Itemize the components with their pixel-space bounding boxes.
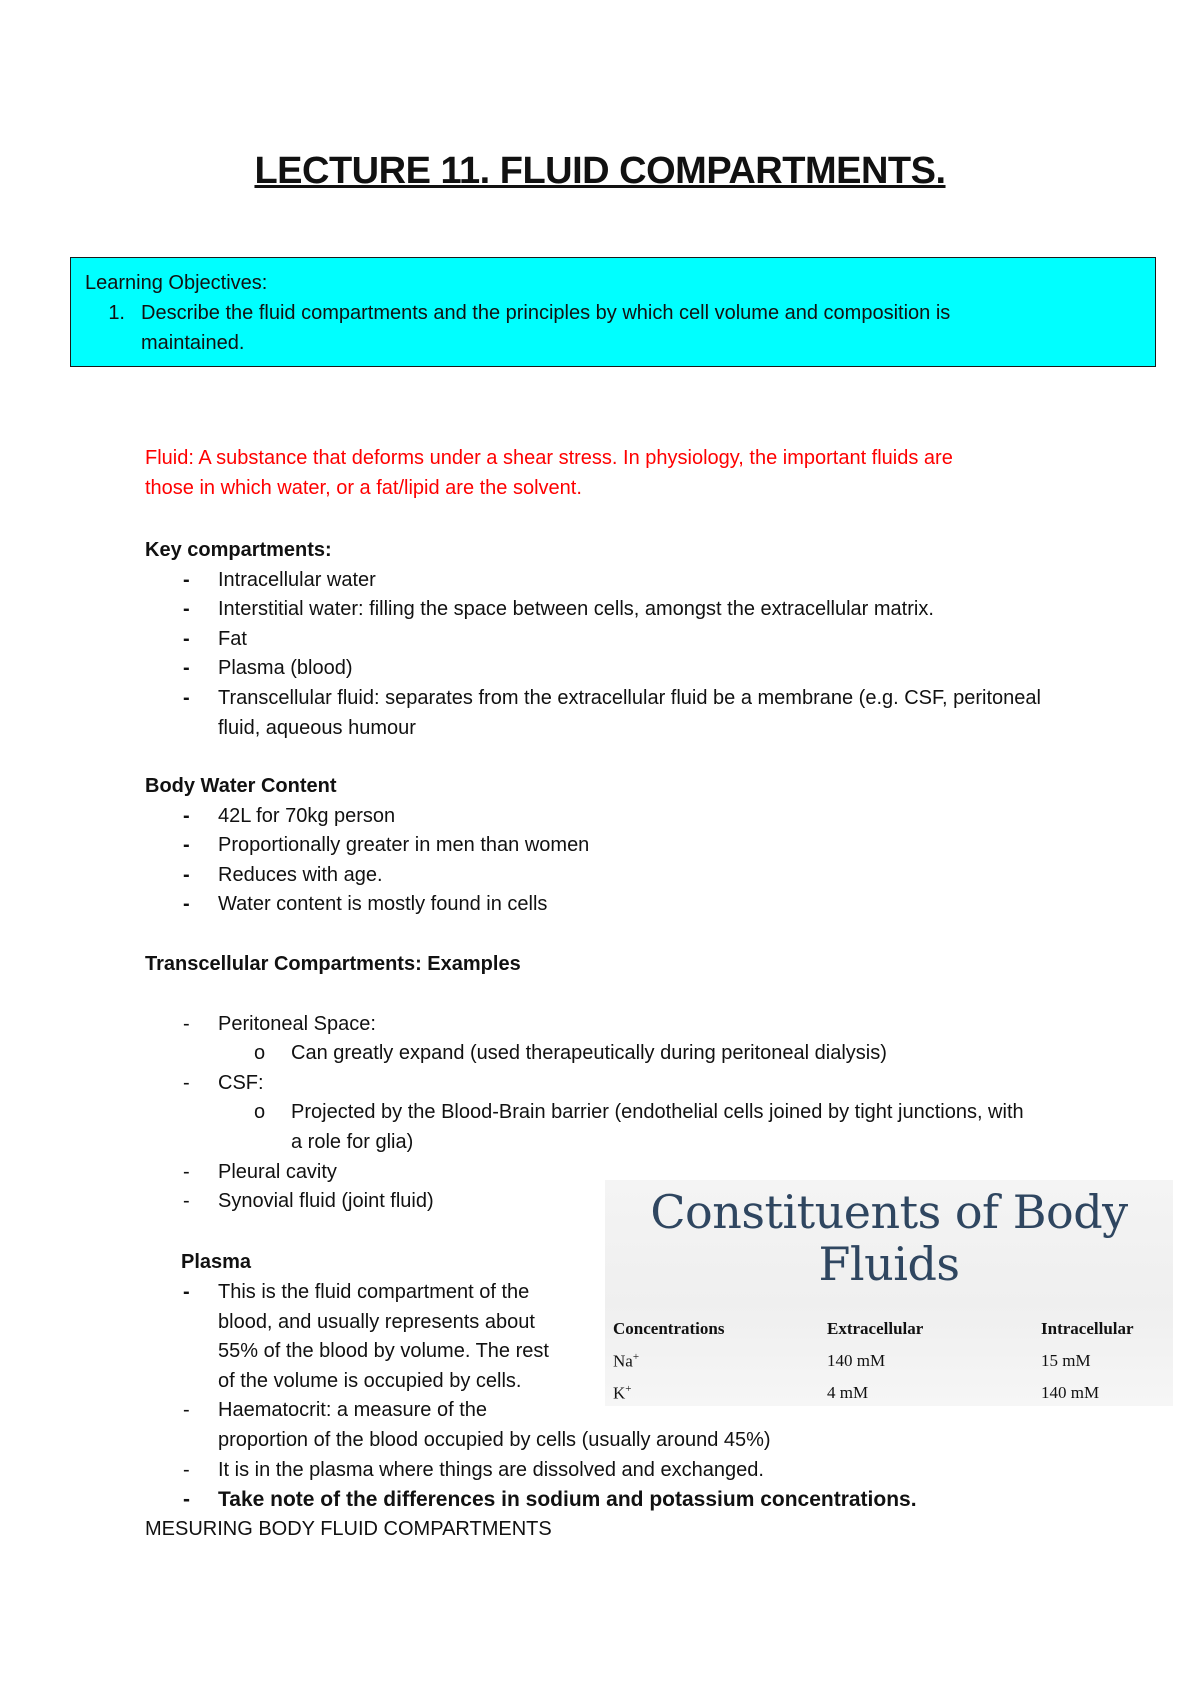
table-row bbox=[613, 1345, 1173, 1377]
transcellular-section bbox=[145, 950, 1045, 1217]
list-item: - This is the fluid compartment of the blood, and usually represents about 55% of the blood by volume. The rest of the volume is occupied by cells. bbox=[145, 1278, 1045, 1396]
list-item: - Fat bbox=[145, 625, 1045, 655]
list-item: - Water content is mostly found in cells bbox=[145, 890, 1045, 920]
key-compartments-list bbox=[145, 566, 1045, 744]
intracellular-cell: 140 mM bbox=[1041, 1383, 1100, 1402]
body-water-section bbox=[145, 772, 1045, 920]
list-item: - Haematocrit: a measure of the proportion of the blood occupied by cells (usually around 45%) bbox=[145, 1396, 1045, 1455]
list-item: - Transcellular fluid: separates from the extracellular fluid be a membrane (e.g. CSF, peritoneal fluid, aqueous humour bbox=[145, 684, 1048, 743]
objective-item bbox=[85, 298, 1141, 358]
sub-list-item: o Projected by the Blood-Brain barrier (endothelial cells joined by tight junctions, with a role for glia) bbox=[145, 1098, 1031, 1157]
table-header-row bbox=[613, 1313, 1173, 1345]
plasma-heading: Plasma bbox=[181, 1251, 252, 1273]
measuring-heading: MESURING BODY FLUID COMPARTMENTS bbox=[145, 1517, 552, 1540]
objective-text: Describe the fluid compartments and the principles by which cell volume and composition is maintained. bbox=[141, 302, 951, 354]
list-item: - Reduces with age. bbox=[145, 861, 1045, 891]
body-water-list bbox=[145, 802, 1045, 920]
list-item: - Take note of the differences in sodium and potassium concentrations. bbox=[145, 1485, 1045, 1515]
list-item: - Synovial fluid (joint fluid) bbox=[145, 1187, 1045, 1217]
fluid-definition: Fluid: A substance that deforms under a shear stress. In physiology, the important fluids are those in which water, or a fat/lipid are the solvent. bbox=[145, 447, 953, 499]
list-item: - Plasma (blood) bbox=[145, 654, 1045, 684]
intracellular-cell: 15 mM bbox=[1041, 1351, 1091, 1370]
key-compartments-section bbox=[145, 536, 1045, 743]
learning-objectives-box bbox=[70, 257, 1156, 367]
column-header: Extracellular bbox=[827, 1319, 924, 1338]
ion-cell: Na+ bbox=[613, 1350, 640, 1371]
list-item: - Intracellular water bbox=[145, 566, 1045, 596]
concentration-table bbox=[613, 1313, 1173, 1409]
objectives-heading: Learning Objectives: bbox=[85, 272, 268, 294]
list-item: - Proportionally greater in men than women bbox=[145, 831, 1045, 861]
list-item: - It is in the plasma where things are dissolved and exchanged. bbox=[145, 1456, 1045, 1486]
list-item: - Interstitial water: filling the space between cells, amongst the extracellular matrix. bbox=[145, 595, 1045, 625]
figure-title: Constituents of Body Fluids bbox=[650, 1185, 1128, 1291]
body-water-heading: Body Water Content bbox=[145, 775, 337, 797]
extracellular-cell: 4 mM bbox=[827, 1383, 869, 1402]
table-row bbox=[613, 1377, 1173, 1409]
objective-number: 1. bbox=[108, 302, 125, 324]
list-item: - 42L for 70kg person bbox=[145, 802, 1045, 832]
ion-cell: K+ bbox=[613, 1382, 632, 1403]
extracellular-cell: 140 mM bbox=[827, 1351, 886, 1370]
list-item: - Peritoneal Space: o Can greatly expand (used therapeutically during peritoneal dialysis) bbox=[145, 1010, 1045, 1069]
column-header: Intracellular bbox=[1041, 1319, 1134, 1338]
list-item: - CSF: o Projected by the Blood-Brain barrier (endothelial cells joined by tight junctions, with a role for glia) bbox=[145, 1069, 1045, 1158]
page-title: LECTURE 11. FLUID COMPARTMENTS. bbox=[254, 150, 946, 192]
constituents-figure bbox=[605, 1180, 1173, 1406]
key-compartments-heading: Key compartments: bbox=[145, 539, 332, 561]
list-item: - Pleural cavity bbox=[145, 1158, 1045, 1188]
transcellular-heading: Transcellular Compartments: Examples bbox=[145, 953, 521, 975]
column-header: Concentrations bbox=[613, 1319, 725, 1338]
sub-list-item: o Can greatly expand (used therapeutically during peritoneal dialysis) bbox=[145, 1039, 1045, 1069]
